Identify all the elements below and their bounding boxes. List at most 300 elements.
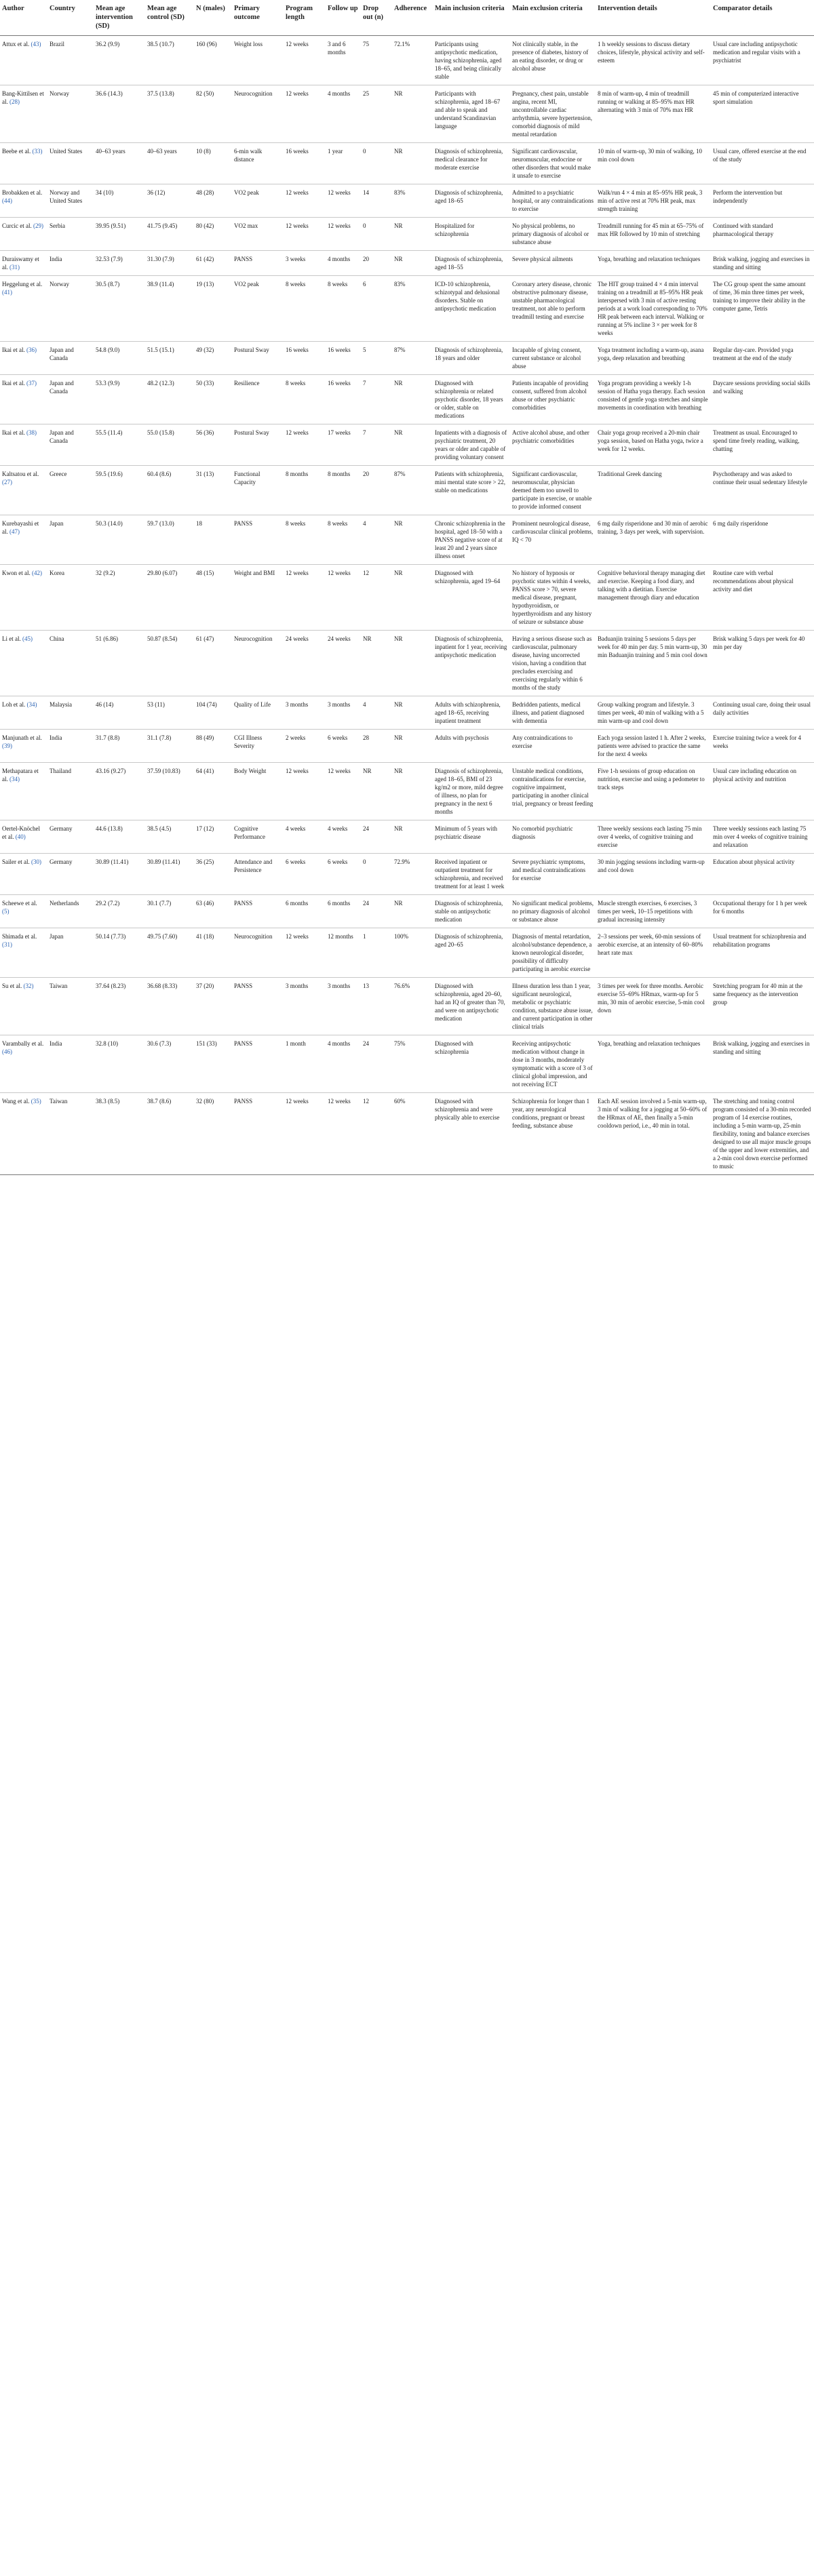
adherence-cell: NR (392, 895, 433, 928)
primary-outcome-cell: Neurocognition (232, 85, 284, 143)
author-name: Kwon et al. (2, 570, 31, 576)
primary-outcome-cell: 6-min walk distance (232, 143, 284, 184)
inclusion-criteria-cell: Received inpatient or outpatient treatment for schizophrenia, and received treatment for at least 1 week (433, 854, 510, 895)
mean-age-intervention-cell: 40–63 years (94, 143, 145, 184)
intervention-details-cell: Yoga treatment including a warm-up, asana yoga, deep relaxation and breathing (596, 342, 711, 375)
inclusion-criteria-cell: Diagnosed with schizophrenia (433, 1035, 510, 1093)
mean-age-control-cell: 29.80 (6.07) (145, 565, 194, 631)
column-header: Intervention details (596, 0, 711, 36)
intervention-details-cell: Treadmill running for 45 min at 65–75% of max HR followed by 10 min of stretching (596, 218, 711, 251)
reference-link[interactable]: (35) (31, 1098, 41, 1105)
primary-outcome-cell: VO2 max (232, 218, 284, 251)
program-length-cell: 16 weeks (284, 143, 326, 184)
mean-age-control-cell: 38.5 (4.5) (145, 820, 194, 854)
table-row (0, 251, 814, 276)
intervention-details-cell: Yoga, breathing and relaxation techniques (596, 1035, 711, 1093)
exclusion-criteria-cell: Coronary artery disease, chronic obstructive pulmonary disease, unstable pharmacological treatment, not able to perform treadmill testing and exercise (510, 276, 596, 342)
primary-outcome-cell: Weight and BMI (232, 565, 284, 631)
sample-size-cell: 80 (42) (194, 218, 232, 251)
inclusion-criteria-cell: Chronic schizophrenia in the hospital, aged 18–50 with a PANSS negative score of at least 20 and 2 years since illness onset (433, 515, 510, 565)
mean-age-intervention-cell: 53.3 (9.9) (94, 375, 145, 424)
reference-link[interactable]: (32) (23, 983, 34, 989)
dropout-cell: 5 (361, 342, 392, 375)
table-row (0, 1035, 814, 1093)
intervention-details-cell: Cognitive behavioral therapy managing diet and exercise. Keeping a food diary, and talking with a dietitian. Exercise management through diary and education (596, 565, 711, 631)
reference-link[interactable]: (34) (26, 701, 37, 708)
program-length-cell: 12 weeks (284, 218, 326, 251)
reference-link[interactable]: (5) (2, 908, 9, 915)
comparator-details-cell: 6 mg daily risperidone (711, 515, 814, 565)
follow-up-cell: 6 weeks (326, 854, 361, 895)
author-cell (0, 375, 47, 424)
author-cell (0, 143, 47, 184)
adherence-cell: NR (392, 820, 433, 854)
table-row (0, 565, 814, 631)
comparator-details-cell: Exercise training twice a week for 4 weeks (711, 730, 814, 763)
exclusion-criteria-cell: Significant cardiovascular, neuromuscular, endocrine or other disorders that would make it unsafe to exercise (510, 143, 596, 184)
sample-size-cell: 82 (50) (194, 85, 232, 143)
table-row (0, 730, 814, 763)
dropout-cell: 14 (361, 184, 392, 218)
mean-age-intervention-cell: 34 (10) (94, 184, 145, 218)
column-header: Program length (284, 0, 326, 36)
dropout-cell: 24 (361, 895, 392, 928)
mean-age-intervention-cell: 50.3 (14.0) (94, 515, 145, 565)
follow-up-cell: 8 weeks (326, 276, 361, 342)
intervention-details-cell: 10 min of warm-up, 30 min of walking, 10 min cool down (596, 143, 711, 184)
intervention-details-cell: Each yoga session lasted 1 h. After 2 weeks, patients were advised to practice the same for the next 4 weeks (596, 730, 711, 763)
author-cell (0, 466, 47, 515)
intervention-details-cell: Walk/run 4 × 4 min at 85–95% HR peak, 3 min of active rest at 70% HR peak, max strength training (596, 184, 711, 218)
primary-outcome-cell: PANSS (232, 895, 284, 928)
author-cell (0, 763, 47, 820)
country-cell: United States (47, 143, 94, 184)
study-table-container (0, 0, 814, 1175)
reference-link[interactable]: (36) (26, 346, 37, 353)
exclusion-criteria-cell: Unstable medical conditions, contraindications for exercise, cognitive impairment, participating in another clinical trial, pregnancy or breast feeding (510, 763, 596, 820)
primary-outcome-cell: Body Weight (232, 763, 284, 820)
exclusion-criteria-cell: Illness duration less than 1 year, significant neurological, metabolic or psychiatric condition, substance abuse issue, and current participation in other clinical trials (510, 978, 596, 1035)
comparator-details-cell: Brisk walking 5 days per week for 40 min per day (711, 631, 814, 696)
adherence-cell: 76.6% (392, 978, 433, 1035)
reference-link[interactable]: (33) (32, 148, 43, 155)
intervention-details-cell: Muscle strength exercises, 6 exercises, 3 times per week, 10–15 repetitions with gradual increasing intensity (596, 895, 711, 928)
table-row (0, 85, 814, 143)
mean-age-intervention-cell: 36.6 (14.3) (94, 85, 145, 143)
mean-age-control-cell: 41.75 (9.45) (145, 218, 194, 251)
program-length-cell: 3 weeks (284, 251, 326, 276)
author-name: Ikai et al. (2, 380, 25, 387)
comparator-details-cell: Occupational therapy for 1 h per week for 6 months (711, 895, 814, 928)
adherence-cell: NR (392, 763, 433, 820)
column-header: Main inclusion criteria (433, 0, 510, 36)
reference-link[interactable]: (34) (9, 776, 20, 782)
follow-up-cell: 4 weeks (326, 820, 361, 854)
dropout-cell: 12 (361, 1093, 392, 1175)
author-name: Kurebayashi et al. (2, 520, 39, 535)
sample-size-cell: 48 (15) (194, 565, 232, 631)
inclusion-criteria-cell: Diagnosed with schizophrenia, aged 20–60, had an IQ of greater than 70, and were on antipsychotic medication (433, 978, 510, 1035)
mean-age-intervention-cell: 59.5 (19.6) (94, 466, 145, 515)
country-cell: Serbia (47, 218, 94, 251)
exclusion-criteria-cell: Receiving antipsychotic medication without change in dose in 3 months, moderately symptomatic with a score of 3 of clinical global impression, and not receiving ECT (510, 1035, 596, 1093)
author-cell (0, 895, 47, 928)
dropout-cell: 0 (361, 218, 392, 251)
inclusion-criteria-cell: Patients with schizophrenia, mini mental state score > 22, stable on medications (433, 466, 510, 515)
exclusion-criteria-cell: Patients incapable of providing consent, suffered from alcohol abuse or other psychiatric comorbidities (510, 375, 596, 424)
exclusion-criteria-cell: Having a serious disease such as cardiovascular, pulmonary disease, having uncorrected vision, having a condition that precludes exercising and exercising regularly within 6 months of the study (510, 631, 596, 696)
sample-size-cell: 10 (8) (194, 143, 232, 184)
intervention-details-cell: 8 min of warm-up, 4 min of treadmill running or walking at 85–95% max HR alternating with 3 min of 70% max HR (596, 85, 711, 143)
mean-age-control-cell: 31.1 (7.8) (145, 730, 194, 763)
sample-size-cell: 88 (49) (194, 730, 232, 763)
program-length-cell: 8 weeks (284, 515, 326, 565)
reference-link[interactable]: (45) (22, 635, 33, 642)
follow-up-cell: 6 weeks (326, 730, 361, 763)
dropout-cell: 0 (361, 143, 392, 184)
inclusion-criteria-cell: Diagnosed with schizophrenia and were physically able to exercise (433, 1093, 510, 1175)
mean-age-intervention-cell: 38.3 (8.5) (94, 1093, 145, 1175)
program-length-cell: 12 weeks (284, 928, 326, 978)
reference-link[interactable]: (41) (2, 289, 12, 296)
country-cell: India (47, 251, 94, 276)
program-length-cell: 12 weeks (284, 36, 326, 85)
mean-age-intervention-cell: 30.89 (11.41) (94, 854, 145, 895)
inclusion-criteria-cell: ICD-10 schizophrenia, schizotypal and delusional disorders. Stable on antipsychotic medication (433, 276, 510, 342)
comparator-details-cell: Usual treatment for schizophrenia and rehabilitation programs (711, 928, 814, 978)
column-header: N (males) (194, 0, 232, 36)
inclusion-criteria-cell: Inpatients with a diagnosis of psychiatric treatment, 20 years or older and capable of providing voluntary consent (433, 424, 510, 466)
reference-link[interactable]: (42) (32, 570, 42, 576)
primary-outcome-cell: PANSS (232, 1035, 284, 1093)
comparator-details-cell: Routine care with verbal recommendations about physical activity and diet (711, 565, 814, 631)
table-row (0, 515, 814, 565)
sample-size-cell: 31 (13) (194, 466, 232, 515)
program-length-cell: 8 weeks (284, 375, 326, 424)
mean-age-control-cell: 51.5 (15.1) (145, 342, 194, 375)
inclusion-criteria-cell: Participants using antipsychotic medication, having schizophrenia, aged 18–65, and being clinically stable (433, 36, 510, 85)
exclusion-criteria-cell: Severe physical ailments (510, 251, 596, 276)
author-cell (0, 1093, 47, 1175)
reference-link[interactable]: (31) (2, 941, 12, 948)
comparator-details-cell: Continued with standard pharmacological therapy (711, 218, 814, 251)
sample-size-cell: 19 (13) (194, 276, 232, 342)
column-header: Country (47, 0, 94, 36)
column-header: Comparator details (711, 0, 814, 36)
inclusion-criteria-cell: Diagnosis of schizophrenia, aged 18–55 (433, 251, 510, 276)
study-characteristics-table (0, 0, 814, 1175)
sample-size-cell: 50 (33) (194, 375, 232, 424)
author-name: Duraiswamy et al. (2, 256, 39, 271)
exclusion-criteria-cell: Bedridden patients, medical illness, and patient diagnosed with dementia (510, 696, 596, 730)
sample-size-cell: 37 (20) (194, 978, 232, 1035)
mean-age-control-cell: 37.5 (13.8) (145, 85, 194, 143)
follow-up-cell: 8 months (326, 466, 361, 515)
author-name: Loh et al. (2, 701, 26, 708)
mean-age-intervention-cell: 32 (9.2) (94, 565, 145, 631)
follow-up-cell: 16 weeks (326, 375, 361, 424)
country-cell: Japan (47, 515, 94, 565)
sample-size-cell: 61 (47) (194, 631, 232, 696)
adherence-cell: NR (392, 730, 433, 763)
author-name: Varambally et al. (2, 1040, 44, 1047)
comparator-details-cell: Perform the intervention but independently (711, 184, 814, 218)
country-cell: Brazil (47, 36, 94, 85)
inclusion-criteria-cell: Diagnosis of schizophrenia, stable on antipsychotic medication (433, 895, 510, 928)
inclusion-criteria-cell: Diagnosis of schizophrenia, inpatient for 1 year, receiving antipsychotic medication (433, 631, 510, 696)
table-row (0, 763, 814, 820)
table-body (0, 36, 814, 1175)
inclusion-criteria-cell: Minimum of 5 years with psychiatric disease (433, 820, 510, 854)
adherence-cell: 72.1% (392, 36, 433, 85)
dropout-cell: NR (361, 631, 392, 696)
sample-size-cell: 36 (25) (194, 854, 232, 895)
author-cell (0, 424, 47, 466)
sample-size-cell: 104 (74) (194, 696, 232, 730)
reference-link[interactable]: (37) (26, 380, 37, 387)
sample-size-cell: 63 (46) (194, 895, 232, 928)
comparator-details-cell: Three weekly sessions each lasting 75 min over 4 weeks of cognitive training and relaxation (711, 820, 814, 854)
mean-age-intervention-cell: 51 (6.86) (94, 631, 145, 696)
table-row (0, 375, 814, 424)
column-header: Adherence (392, 0, 433, 36)
mean-age-control-cell: 38.7 (8.6) (145, 1093, 194, 1175)
follow-up-cell: 3 months (326, 978, 361, 1035)
author-cell (0, 515, 47, 565)
sample-size-cell: 160 (96) (194, 36, 232, 85)
program-length-cell: 2 weeks (284, 730, 326, 763)
author-name: Kaltsatou et al. (2, 471, 39, 477)
author-name: Beebe et al. (2, 148, 31, 155)
reference-link[interactable]: (43) (31, 41, 41, 47)
mean-age-control-cell: 48.2 (12.3) (145, 375, 194, 424)
table-row (0, 696, 814, 730)
inclusion-criteria-cell: Diagnosis of schizophrenia, 18 years and older (433, 342, 510, 375)
exclusion-criteria-cell: Any contraindications to exercise (510, 730, 596, 763)
adherence-cell: NR (392, 515, 433, 565)
column-header: Author (0, 0, 47, 36)
mean-age-intervention-cell: 44.6 (13.8) (94, 820, 145, 854)
author-cell (0, 218, 47, 251)
primary-outcome-cell: PANSS (232, 978, 284, 1035)
country-cell: Malaysia (47, 696, 94, 730)
dropout-cell: 6 (361, 276, 392, 342)
country-cell: India (47, 730, 94, 763)
reference-link[interactable]: (31) (9, 264, 20, 271)
mean-age-intervention-cell: 43.16 (9.27) (94, 763, 145, 820)
sample-size-cell: 17 (12) (194, 820, 232, 854)
primary-outcome-cell: VO2 peak (232, 276, 284, 342)
mean-age-intervention-cell: 37.64 (8.23) (94, 978, 145, 1035)
author-name: Heggelung et al. (2, 281, 43, 288)
author-cell (0, 978, 47, 1035)
exclusion-criteria-cell: Admitted to a psychiatric hospital, or any contraindications to exercise (510, 184, 596, 218)
column-header: Mean age control (SD) (145, 0, 194, 36)
program-length-cell: 8 weeks (284, 276, 326, 342)
primary-outcome-cell: Functional Capacity (232, 466, 284, 515)
mean-age-intervention-cell: 31.7 (8.8) (94, 730, 145, 763)
intervention-details-cell: Five 1-h sessions of group education on nutrition, exercise and using a pedometer to track steps (596, 763, 711, 820)
author-name: Shimada et al. (2, 933, 37, 940)
primary-outcome-cell: Neurocognition (232, 631, 284, 696)
reference-link[interactable]: (39) (2, 742, 12, 749)
reference-link[interactable]: (40) (15, 833, 26, 840)
inclusion-criteria-cell: Adults with psychosis (433, 730, 510, 763)
mean-age-control-cell: 31.30 (7.9) (145, 251, 194, 276)
comparator-details-cell: Continuing usual care, doing their usual daily activities (711, 696, 814, 730)
program-length-cell: 12 weeks (284, 85, 326, 143)
author-name: Ikai et al. (2, 429, 25, 436)
dropout-cell: 13 (361, 978, 392, 1035)
primary-outcome-cell: PANSS (232, 1093, 284, 1175)
comparator-details-cell: Usual care, offered exercise at the end of the study (711, 143, 814, 184)
mean-age-control-cell: 60.4 (8.6) (145, 466, 194, 515)
mean-age-control-cell: 40–63 years (145, 143, 194, 184)
reference-link[interactable]: (47) (9, 528, 20, 535)
author-name: Bang-Kittilsen et al. (2, 90, 44, 105)
author-cell (0, 276, 47, 342)
primary-outcome-cell: VO2 peak (232, 184, 284, 218)
adherence-cell: NR (392, 143, 433, 184)
mean-age-control-cell: 30.1 (7.7) (145, 895, 194, 928)
mean-age-intervention-cell: 54.8 (9.0) (94, 342, 145, 375)
program-length-cell: 16 weeks (284, 342, 326, 375)
reference-link[interactable]: (44) (2, 197, 12, 204)
country-cell: Japan and Canada (47, 424, 94, 466)
table-row (0, 342, 814, 375)
column-header: Drop out (n) (361, 0, 392, 36)
program-length-cell: 12 weeks (284, 763, 326, 820)
exclusion-criteria-cell: No history of hypnosis or psychotic states within 4 weeks, PANSS score > 70, severe medical disease, pregnant, hypothyroidism, or hyperthyroidism and any history of seizure or substance abuse (510, 565, 596, 631)
author-cell (0, 696, 47, 730)
primary-outcome-cell: PANSS (232, 251, 284, 276)
intervention-details-cell: 3 times per week for three months. Aerobic exercise 55–69% HRmax, warm-up for 5 min, 30 min of aerobic exercise, 5-min cool down (596, 978, 711, 1035)
author-cell (0, 854, 47, 895)
program-length-cell: 6 months (284, 895, 326, 928)
country-cell: Norway (47, 85, 94, 143)
primary-outcome-cell: Quality of Life (232, 696, 284, 730)
follow-up-cell: 24 weeks (326, 631, 361, 696)
comparator-details-cell: Treatment as usual. Encouraged to spend time freely reading, walking, chatting (711, 424, 814, 466)
adherence-cell: 83% (392, 184, 433, 218)
comparator-details-cell: Brisk walking, jogging and exercises in standing and sitting (711, 251, 814, 276)
country-cell: Netherlands (47, 895, 94, 928)
country-cell: Japan and Canada (47, 375, 94, 424)
comparator-details-cell: Stretching program for 40 min at the same frequency as the intervention group (711, 978, 814, 1035)
follow-up-cell: 12 months (326, 928, 361, 978)
mean-age-control-cell: 38.5 (10.7) (145, 36, 194, 85)
adherence-cell: 87% (392, 466, 433, 515)
dropout-cell: 20 (361, 466, 392, 515)
country-cell: Greece (47, 466, 94, 515)
exclusion-criteria-cell: Diagnosis of mental retardation, alcohol/substance dependence, a known neurological disorder, possibility of difficulty participating in aerobic exercise (510, 928, 596, 978)
country-cell: India (47, 1035, 94, 1093)
primary-outcome-cell: PANSS (232, 515, 284, 565)
author-cell (0, 1035, 47, 1093)
adherence-cell: NR (392, 218, 433, 251)
exclusion-criteria-cell: Not clinically stable, in the presence of diabetes, history of an eating disorder, or drug or alcohol abuse (510, 36, 596, 85)
follow-up-cell: 4 months (326, 251, 361, 276)
mean-age-intervention-cell: 32.53 (7.9) (94, 251, 145, 276)
adherence-cell: NR (392, 565, 433, 631)
exclusion-criteria-cell: No physical problems, no primary diagnosis of alcohol or substance abuse (510, 218, 596, 251)
program-length-cell: 12 weeks (284, 424, 326, 466)
follow-up-cell: 16 weeks (326, 342, 361, 375)
exclusion-criteria-cell: Schizophrenia for longer than 1 year, any neurological conditions, pregnant or breast feeding, substance abuse (510, 1093, 596, 1175)
country-cell: China (47, 631, 94, 696)
author-name: Manjunath et al. (2, 734, 42, 741)
country-cell: Thailand (47, 763, 94, 820)
program-length-cell: 24 weeks (284, 631, 326, 696)
table-header (0, 0, 814, 36)
reference-link[interactable]: (29) (33, 222, 43, 229)
author-name: Curcic et al. (2, 222, 32, 229)
table-row (0, 854, 814, 895)
follow-up-cell: 12 weeks (326, 1093, 361, 1175)
column-header: Primary outcome (232, 0, 284, 36)
program-length-cell: 12 weeks (284, 1093, 326, 1175)
author-cell (0, 820, 47, 854)
table-row (0, 928, 814, 978)
reference-link[interactable]: (27) (2, 479, 12, 486)
mean-age-intervention-cell: 55.5 (11.4) (94, 424, 145, 466)
reference-link[interactable]: (38) (26, 429, 37, 436)
intervention-details-cell: 1 h weekly sessions to discuss dietary choices, lifestyle, physical activity and self-esteem (596, 36, 711, 85)
reference-link[interactable]: (46) (2, 1048, 12, 1055)
table-row (0, 276, 814, 342)
intervention-details-cell: Group walking program and lifestyle. 3 times per week, 40 min of walking with a 5 min warm-up and cool down (596, 696, 711, 730)
table-row (0, 466, 814, 515)
program-length-cell: 4 weeks (284, 820, 326, 854)
author-cell (0, 36, 47, 85)
program-length-cell: 3 months (284, 696, 326, 730)
intervention-details-cell: 30 min jogging sessions including warm-up and cool down (596, 854, 711, 895)
follow-up-cell: 6 months (326, 895, 361, 928)
intervention-details-cell: Yoga program providing a weekly 1-h session of Hatha yoga therapy. Each session consisted of gentle yoga stretches and simple movements in coordination with breathing (596, 375, 711, 424)
country-cell: Norway and United States (47, 184, 94, 218)
dropout-cell: 24 (361, 1035, 392, 1093)
follow-up-cell: 12 weeks (326, 763, 361, 820)
author-name: Sailer et al. (2, 858, 30, 865)
country-cell: Japan and Canada (47, 342, 94, 375)
country-cell: Japan (47, 928, 94, 978)
inclusion-criteria-cell: Diagnosis of schizophrenia, aged 20–65 (433, 928, 510, 978)
mean-age-control-cell: 30.89 (11.41) (145, 854, 194, 895)
mean-age-intervention-cell: 29.2 (7.2) (94, 895, 145, 928)
author-name: Li et al. (2, 635, 21, 642)
primary-outcome-cell: CGI Illness Severity (232, 730, 284, 763)
exclusion-criteria-cell: No significant medical problems, no primary diagnosis of alcohol or substance abuse (510, 895, 596, 928)
author-name: Methapatara et al. (2, 768, 39, 782)
primary-outcome-cell: Resilience (232, 375, 284, 424)
adherence-cell: 87% (392, 342, 433, 375)
intervention-details-cell: Baduanjin training 5 sessions 5 days per week for 40 min per day. 5 min warm-up, 30 min Baduanjin training and 5 min cool down (596, 631, 711, 696)
exclusion-criteria-cell: No comorbid psychiatric diagnosis (510, 820, 596, 854)
mean-age-intervention-cell: 30.5 (8.7) (94, 276, 145, 342)
reference-link[interactable]: (28) (9, 98, 20, 105)
exclusion-criteria-cell: Severe psychiatric symptoms, and medical contraindications for exercise (510, 854, 596, 895)
dropout-cell: 25 (361, 85, 392, 143)
dropout-cell: 24 (361, 820, 392, 854)
dropout-cell: 28 (361, 730, 392, 763)
primary-outcome-cell: Neurocognition (232, 928, 284, 978)
dropout-cell: 75 (361, 36, 392, 85)
intervention-details-cell: Three weekly sessions each lasting 75 min over 4 weeks, of cognitive training and exercise (596, 820, 711, 854)
reference-link[interactable]: (30) (31, 858, 41, 865)
mean-age-intervention-cell: 32.8 (10) (94, 1035, 145, 1093)
author-cell (0, 85, 47, 143)
author-cell (0, 251, 47, 276)
